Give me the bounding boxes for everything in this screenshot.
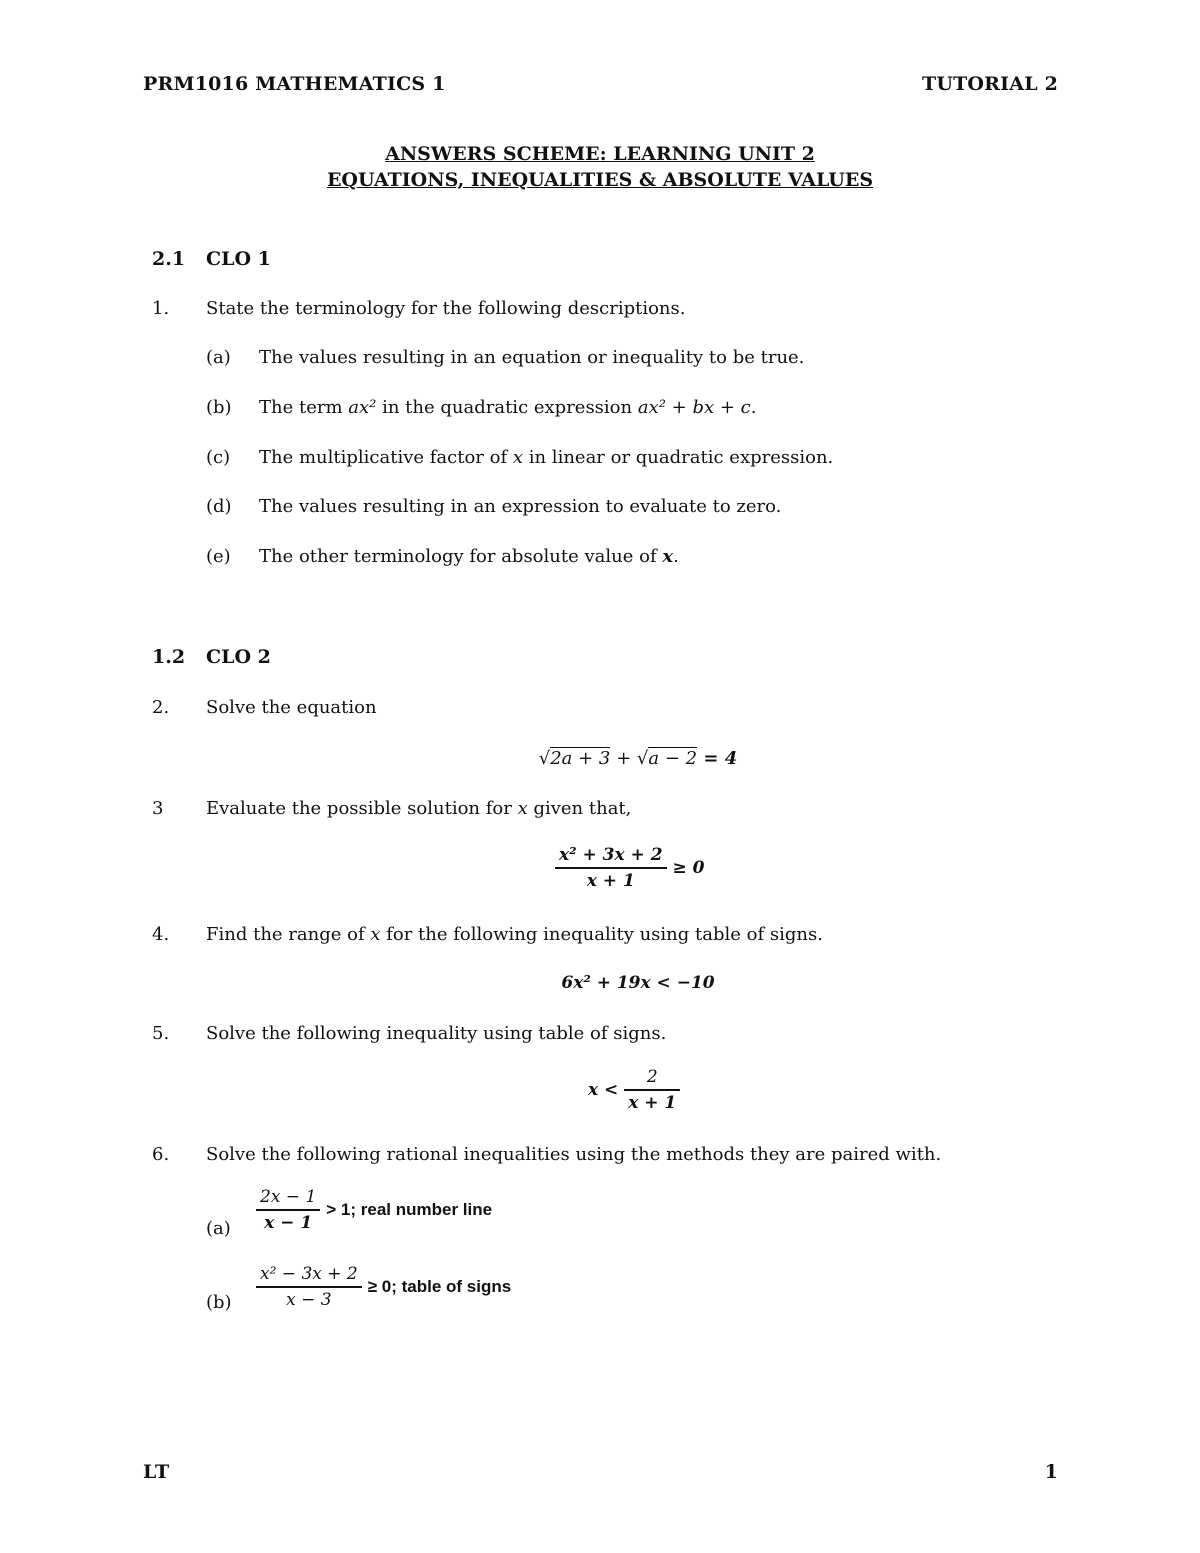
section1-label: CLO 1 bbox=[206, 248, 271, 270]
q5-expression: x < $\frac{2}{x + 1}$ bbox=[588, 1067, 680, 1113]
title-line-2: EQUATIONS, INEQUALITIES & ABSOLUTE VALUES bbox=[326, 169, 874, 191]
q6a-label: (a) bbox=[206, 1218, 231, 1239]
q2-text: Solve the equation bbox=[206, 697, 377, 718]
q3-text: Evaluate the possible solution for x given that, bbox=[206, 798, 632, 819]
q1e-text: The other terminology for absolute value of x. bbox=[259, 546, 679, 567]
q4-text: Find the range of x for the following inequality using table of signs. bbox=[206, 924, 823, 945]
q2-equation: √2a + 3 + √a − 2 = 4 bbox=[538, 748, 738, 769]
q1c-label: (c) bbox=[206, 447, 231, 468]
section1-number: 2.1 bbox=[152, 248, 186, 270]
title-line-1: ANSWERS SCHEME: LEARNING UNIT 2 bbox=[385, 143, 815, 165]
q4-expression: 6x² + 19x < −10 bbox=[561, 973, 715, 993]
q1e-label: (e) bbox=[206, 546, 231, 567]
q3-expression: $\frac{\text{x² + 3x + 2}}{x + 1}$ ≥ 0 bbox=[555, 845, 704, 891]
q6-text: Solve the following rational inequalities using the methods they are paired with. bbox=[206, 1144, 942, 1165]
q5-number: 5. bbox=[152, 1023, 170, 1044]
header-course: PRM1016 MATHEMATICS 1 bbox=[143, 73, 446, 95]
q2-number: 2. bbox=[152, 697, 170, 718]
q3-number: 3 bbox=[152, 798, 164, 819]
section2-label: CLO 2 bbox=[206, 646, 271, 668]
q1-text: State the terminology for the following descriptions. bbox=[206, 298, 686, 319]
q1-number: 1. bbox=[152, 298, 170, 319]
q6b-expression: $\frac{\text{x² − 3x + 2}}{x - 3}$ ≥ 0; table of signs bbox=[256, 1264, 511, 1310]
q1d-text: The values resulting in an expression to evaluate to zero. bbox=[259, 496, 782, 517]
q6b-label: (b) bbox=[206, 1292, 232, 1313]
q1c-text: The multiplicative factor of x in linear or quadratic expression. bbox=[259, 447, 834, 468]
q1d-label: (d) bbox=[206, 496, 232, 517]
page-number: 1 bbox=[1044, 1461, 1058, 1483]
q6-number: 6. bbox=[152, 1144, 170, 1165]
q5-text: Solve the following inequality using table of signs. bbox=[206, 1023, 667, 1044]
q1a-text: The values resulting in an equation or inequality to be true. bbox=[259, 347, 805, 368]
q1a-label: (a) bbox=[206, 347, 231, 368]
q4-number: 4. bbox=[152, 924, 170, 945]
section2-number: 1.2 bbox=[152, 646, 186, 668]
footer-initials: LT bbox=[143, 1461, 170, 1483]
q6a-expression: $\frac{2x - 1}{x - 1}$ > 1; real number line bbox=[256, 1187, 492, 1233]
q1b-label: (b) bbox=[206, 397, 232, 418]
header-tutorial: TUTORIAL 2 bbox=[921, 73, 1058, 95]
q1b-text: The term ax² in the quadratic expression ax² + bx + c. bbox=[259, 397, 757, 418]
